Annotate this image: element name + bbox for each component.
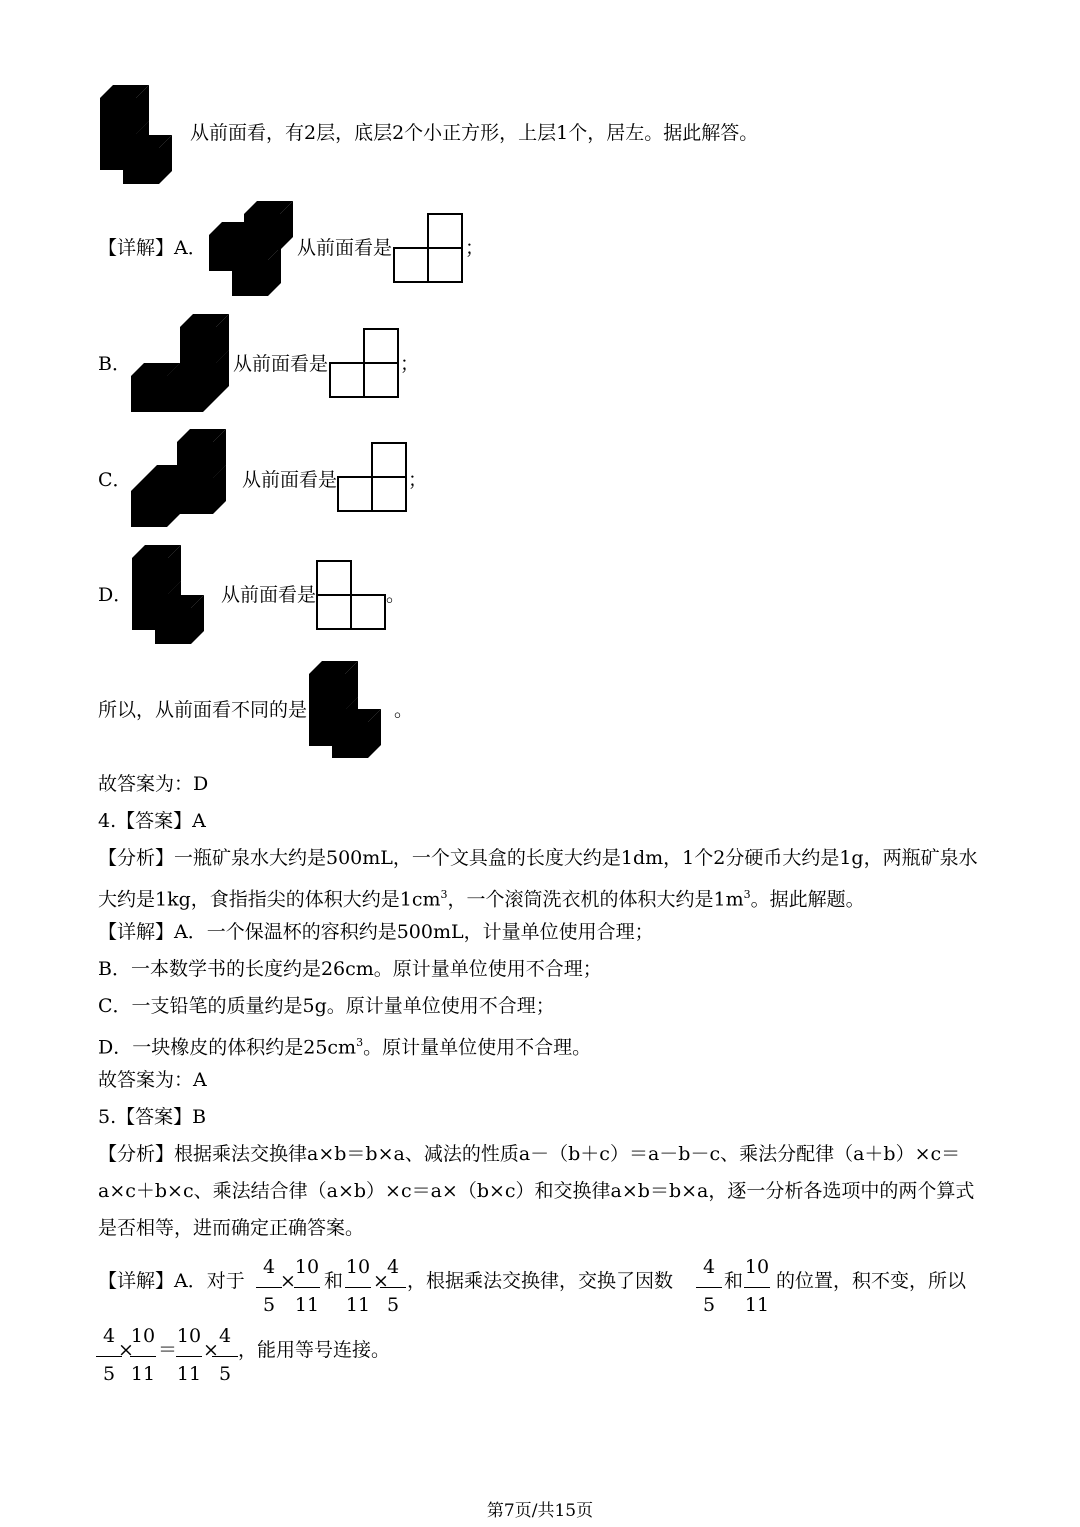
hint-line: 从前面看，有2层，底层2个小正方形，上层1个，居左。据此解答。 [190, 122, 759, 144]
q4-detail-a: 【详解】A．一个保温杯的容积约是500mL，计量单位使用合理； [98, 921, 654, 943]
fraction-10-11: 10 11 [176, 1325, 202, 1385]
and-word: 和 [724, 1270, 744, 1292]
q3-option-a-view-text: 从前面看是 [297, 237, 393, 259]
q3-option-c-cubes [130, 428, 232, 530]
times-sign: × [118, 1339, 134, 1361]
q4-header: 4.【答案】A [98, 810, 206, 832]
q3-option-d-front-view [316, 560, 388, 630]
q3-option-a-front-view [393, 213, 465, 283]
fraction-4-5: 4 5 [94, 1324, 124, 1390]
times-sign: × [373, 1270, 389, 1292]
q3-option-b-semicolon: ； [400, 353, 420, 375]
fraction-4-5: 4 5 [254, 1255, 284, 1321]
fraction-4-5: 4 5 [210, 1324, 240, 1390]
q3-conclusion-period: 。 [394, 699, 414, 721]
q3-option-b-cubes [130, 313, 232, 413]
q3-answer: 故答案为：D [98, 773, 209, 795]
q3-option-a-semicolon: ； [465, 237, 485, 259]
q3-option-c-front-view [337, 442, 409, 514]
q4-detail-b: B．一本数学书的长度约是26cm。原计量单位使用不合理； [98, 958, 602, 980]
hint-cube-figure [99, 84, 189, 186]
fraction-4-5: 4 5 [694, 1255, 724, 1321]
q5-header: 5.【答案】B [98, 1106, 207, 1128]
q5-detail-end-text: 的位置，积不变，所以 [776, 1270, 967, 1292]
q5-detail-prefix: 【详解】A．对于 [98, 1270, 245, 1292]
fraction-10-11: 10 11 [294, 1256, 320, 1316]
q3-option-d-view-text: 从前面看是 [221, 584, 317, 606]
q4-analysis-line-2: 大约是1kg，食指指尖的体积大约是$1cm^3$，一个滚筒洗衣机的体积大约是$1m^3$。据此解题。 [98, 888, 865, 911]
q3-option-d-period: 。 [386, 584, 406, 606]
q5-analysis-line-3: 是否相等，进而确定正确答案。 [98, 1217, 365, 1239]
q4-detail-c: C．一支铅笔的质量约是5g。原计量单位使用不合理； [98, 995, 555, 1017]
q5-analysis-line-1: 【分析】根据乘法交换律a×b＝b×a、减法的性质a－（b＋c）＝a－b－c、乘法分配律（a＋b）×c＝ [98, 1143, 961, 1165]
fraction-10-11: 10 11 [345, 1256, 371, 1316]
page-footer: 第7页/共15页 [486, 1501, 594, 1521]
q3-option-d-label: D． [98, 584, 133, 606]
equals-sign: ＝ [158, 1339, 178, 1361]
fraction-10-11: 10 11 [130, 1325, 156, 1385]
fraction-4-5: 4 5 [378, 1255, 408, 1321]
q3-option-c-semicolon: ； [408, 469, 428, 491]
q3-option-b-label: B． [98, 353, 131, 375]
times-sign: × [203, 1339, 219, 1361]
q3-option-a-cubes [208, 200, 298, 298]
q3-conclusion-cubes [307, 660, 397, 760]
q4-detail-d: D．一块橡皮的体积约是$25cm^3$。原计量单位使用不合理。 [98, 1036, 592, 1059]
q5-analysis-line-2: a×c＋b×c、乘法结合律（a×b）×c＝a×（b×c）和交换律a×b＝b×a，逐一分析各选项中的两个算式 [98, 1180, 975, 1202]
q3-option-d-cubes [130, 544, 220, 646]
q3-option-b-view-text: 从前面看是 [233, 353, 329, 375]
fraction-10-11: 10 11 [744, 1256, 770, 1316]
q5-conclusion: ，能用等号连接。 [238, 1339, 391, 1361]
q3-option-b-front-view [329, 328, 401, 398]
q3-option-c-view-text: 从前面看是 [242, 469, 338, 491]
q5-detail-mid-text: ，根据乘法交换律，交换了因数 [407, 1270, 674, 1292]
q3-detail-prefix: 【详解】A． [98, 237, 207, 259]
q3-option-c-label: C． [98, 469, 132, 491]
q3-conclusion: 所以，从前面看不同的是 [98, 699, 308, 721]
times-sign: × [280, 1270, 296, 1292]
q4-analysis-line-1: 【分析】一瓶矿泉水大约是500mL，一个文具盒的长度大约是1dm，1个2分硬币大约是1g，两瓶矿泉水 [98, 847, 978, 869]
and-word: 和 [324, 1270, 344, 1292]
q4-answer: 故答案为：A [98, 1069, 207, 1091]
